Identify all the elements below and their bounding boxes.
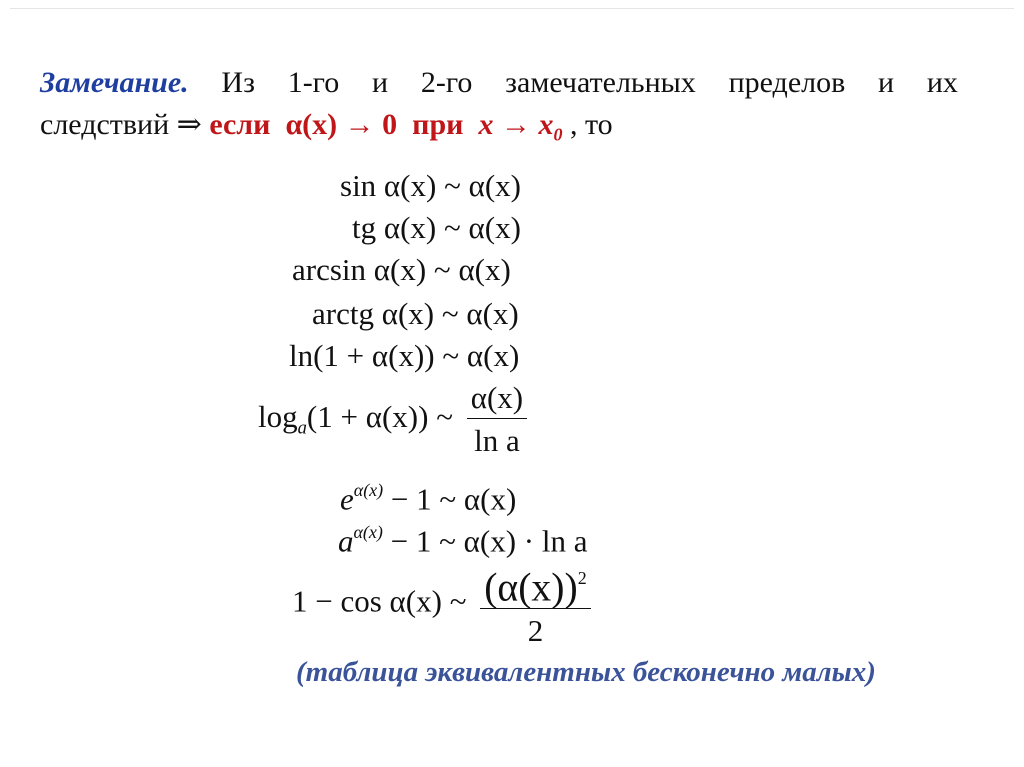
formula-arctg: arctg α(x) ~ α(x) [312,296,519,331]
remark-word: их [926,66,958,99]
remark-label: Замечание. [40,66,189,99]
remark-word: 2-го [420,66,473,99]
formula-arcsin: arcsin α(x) ~ α(x) [292,252,511,287]
condition-if: если [209,108,271,141]
log-fraction: $\frac{\alpha(x)}{\text{ln a}}$ [467,380,527,459]
condition-x: x [478,108,494,141]
top-border [10,8,1014,9]
formula-cos: 1 − cos α(x) ~ $\frac{(\alpha(x))^2}{2}$ [292,560,591,649]
remark-word: и [878,66,895,99]
remark-consequences-word: следствий [40,108,170,141]
condition-arrow-2: → [500,108,531,141]
cos-fraction: $\frac{(\alpha(x))^2}{2}$ [480,560,590,649]
formula-log: $\log_a(1 + \alpha(x))$ ~ $\frac{\alpha(x)}{\text{ln a}}$ [258,380,527,459]
condition-alpha: α(x) [285,108,338,141]
formula-ln: ln(1 + α(x)) ~ α(x) [289,338,520,373]
formula-tg: tg α(x) ~ α(x) [352,210,521,245]
remark-line-2 [40,104,958,155]
formula-exp-e: $e^{\alpha(x)} - 1$ ~ α(x) [340,480,517,517]
remark-word: пределов [728,66,846,99]
remark-word: Из [221,66,255,99]
remark-line-1 [40,62,958,104]
formula-sin: sin α(x) ~ α(x) [340,168,521,203]
implies-symbol: ⇒ [176,108,202,141]
condition-at: при [412,108,464,141]
condition-x0: $x_0$ [538,108,563,145]
remark-word: 1-го [287,66,340,99]
table-caption: (таблица эквивалентных бесконечно малых) [296,656,876,688]
remark-word: и [372,66,389,99]
formula-exp-a: $a^{\alpha(x)} - 1$ ~ α(x) · ln a [338,522,588,559]
remark-suffix: , то [569,108,613,141]
condition-arrow: → [344,108,375,141]
condition-zero: 0 [382,108,398,141]
remark-word: замечательных [505,66,696,99]
remark-paragraph [40,62,958,155]
